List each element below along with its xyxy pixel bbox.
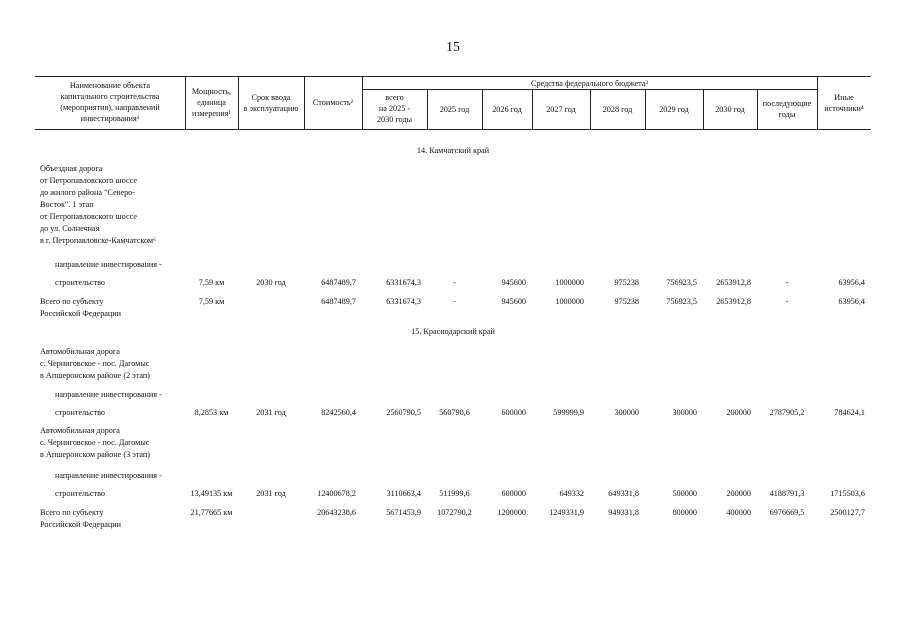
header-col-2027: 2027 год bbox=[546, 105, 576, 114]
header-col-2025: 2025 год bbox=[439, 105, 470, 114]
header-col-2030: 2030 год bbox=[715, 105, 745, 114]
header-col-term: Срок ввода в эксплуатацию bbox=[243, 93, 299, 113]
cell-capacity: 21,77665 км bbox=[190, 508, 233, 517]
cell-capacity: 7,59 км bbox=[198, 297, 225, 306]
cell-y2027: 1249331,9 bbox=[549, 508, 584, 517]
cell-y2025: - bbox=[453, 278, 456, 287]
cell-total-2025-2030: 5671453,9 bbox=[386, 508, 421, 517]
cell-other-sources: 1715503,6 bbox=[830, 489, 865, 498]
cell-y2027: 1000000 bbox=[555, 297, 584, 306]
header-col-other: Иные источники⁴ bbox=[824, 93, 864, 113]
cell-term: 2031 год bbox=[256, 489, 286, 498]
cell-other-sources: 63956,4 bbox=[838, 297, 865, 306]
cell-y2025: 511999,6 bbox=[439, 489, 470, 498]
object-name-kamchatka-road: Объездная дорога от Петропавловского шоссе до жилого района "Северо- Восток". 1 этап от Петропавловского шоссе до ул. Солнечная в г. Петропавловске-Камчатском⁶ bbox=[40, 164, 156, 245]
cell-y2026: 945600 bbox=[501, 278, 526, 287]
cell-y2027: 649332 bbox=[559, 489, 584, 498]
total-label-kamchatka: Всего по субъекту Российской Федерации bbox=[40, 297, 122, 318]
cell-cost: 12400678,2 bbox=[317, 489, 356, 498]
cell-y2030: 200000 bbox=[726, 408, 751, 417]
header-top-border bbox=[35, 76, 871, 77]
section-title-krasnodar: 15. Краснодарский край bbox=[411, 327, 495, 336]
cell-y2026: 600000 bbox=[501, 489, 526, 498]
cell-y2028: 975238 bbox=[614, 297, 639, 306]
cell-other-sources: 63956,4 bbox=[838, 278, 865, 287]
object-name-krasnodar-stage2: Автомобильная дорога с. Черниговское - пос. Дагомыс в Апшеронском районе (2 этап) bbox=[40, 347, 151, 380]
cell-other-sources: 2500127,7 bbox=[830, 508, 865, 517]
object-name-krasnodar-stage3: Автомобильная дорога с. Черниговское - пос. Дагомыс в Апшеронском районе (3 этап) bbox=[40, 426, 151, 459]
cell-capacity: 7,59 км bbox=[198, 278, 225, 287]
row-label: строительство bbox=[55, 278, 106, 287]
cell-capacity: 8,2853 км bbox=[194, 408, 229, 417]
header-col-2028: 2028 год bbox=[602, 105, 633, 114]
direction-label: направление инвестирования - bbox=[55, 390, 162, 399]
header-col-2026: 2026 год bbox=[492, 105, 522, 114]
cell-cost: 6487489,7 bbox=[321, 297, 356, 306]
cell-y2030: 200000 bbox=[726, 489, 751, 498]
cell-next-years: 4188791,3 bbox=[769, 489, 805, 498]
cell-total-2025-2030: 6331674,3 bbox=[386, 297, 421, 306]
header-col-total: всего на 2025 - 2030 годы bbox=[376, 93, 413, 124]
direction-label: направление инвестирования - bbox=[55, 260, 162, 269]
cell-y2026: 1200000 bbox=[497, 508, 526, 517]
direction-label: направление инвестирования - bbox=[55, 471, 162, 480]
cell-next-years: 6976669,5 bbox=[769, 508, 805, 517]
section-title-kamchatka: 14. Камчатский край bbox=[416, 146, 490, 155]
cell-y2026: 600000 bbox=[501, 408, 526, 417]
cell-other-sources: 784624,1 bbox=[834, 408, 865, 417]
cell-y2030: 2653912,8 bbox=[716, 297, 751, 306]
header-col-cost: Стоимость² bbox=[312, 98, 354, 107]
cell-cost: 6487489,7 bbox=[321, 278, 356, 287]
cell-y2028: 975238 bbox=[614, 278, 639, 287]
cell-next-years: - bbox=[785, 278, 789, 287]
cell-y2025: - bbox=[453, 297, 456, 306]
header-col-next: последующие годы bbox=[762, 99, 812, 119]
header-col-name: Наименование объекта капитального строительства (мероприятия), направлений инвестирования¹ bbox=[60, 81, 160, 123]
cell-y2029: 756923,5 bbox=[666, 297, 697, 306]
cell-cost: 8242560,4 bbox=[321, 408, 356, 417]
cell-y2025: 1072790,2 bbox=[437, 508, 472, 517]
cell-y2030: 2653912,8 bbox=[716, 278, 751, 287]
cell-y2029: 756923,5 bbox=[666, 278, 697, 287]
row-label: строительство bbox=[55, 489, 106, 498]
cell-y2028: 649331,8 bbox=[608, 489, 639, 498]
cell-total-2025-2030: 6331674,3 bbox=[386, 278, 421, 287]
cell-cost: 20643238,6 bbox=[317, 508, 356, 517]
cell-capacity: 13,49135 км bbox=[190, 489, 233, 498]
cell-total-2025-2030: 3110663,4 bbox=[386, 489, 421, 498]
page-number: 15 bbox=[446, 40, 460, 55]
cell-y2027: 599999,9 bbox=[553, 408, 584, 417]
cell-y2027: 1000000 bbox=[555, 278, 584, 287]
cell-next-years: 2787905,2 bbox=[769, 408, 805, 417]
cell-term: 2030 год bbox=[256, 278, 286, 287]
header-federal-group: Средства федерального бюджета³ bbox=[531, 79, 648, 88]
cell-y2029: 300000 bbox=[672, 408, 697, 417]
cell-y2025: 560790,6 bbox=[439, 408, 470, 417]
header-bottom-border bbox=[35, 129, 871, 130]
cell-y2029: 800000 bbox=[672, 508, 697, 517]
header-col-2029: 2029 год bbox=[659, 105, 689, 114]
cell-y2028: 949331,8 bbox=[608, 508, 639, 517]
cell-y2030: 400000 bbox=[726, 508, 751, 517]
header-col-capacity: Мощность, единица измерения¹ bbox=[191, 87, 232, 118]
cell-y2029: 500000 bbox=[672, 489, 697, 498]
row-label: строительство bbox=[55, 408, 106, 417]
cell-term: 2031 год bbox=[256, 408, 286, 417]
total-label-krasnodar: Всего по субъекту Российской Федерации bbox=[40, 508, 122, 529]
cell-next-years: - bbox=[785, 297, 789, 306]
cell-y2026: 945600 bbox=[501, 297, 526, 306]
cell-total-2025-2030: 2560790,5 bbox=[386, 408, 421, 417]
cell-y2028: 300000 bbox=[614, 408, 639, 417]
